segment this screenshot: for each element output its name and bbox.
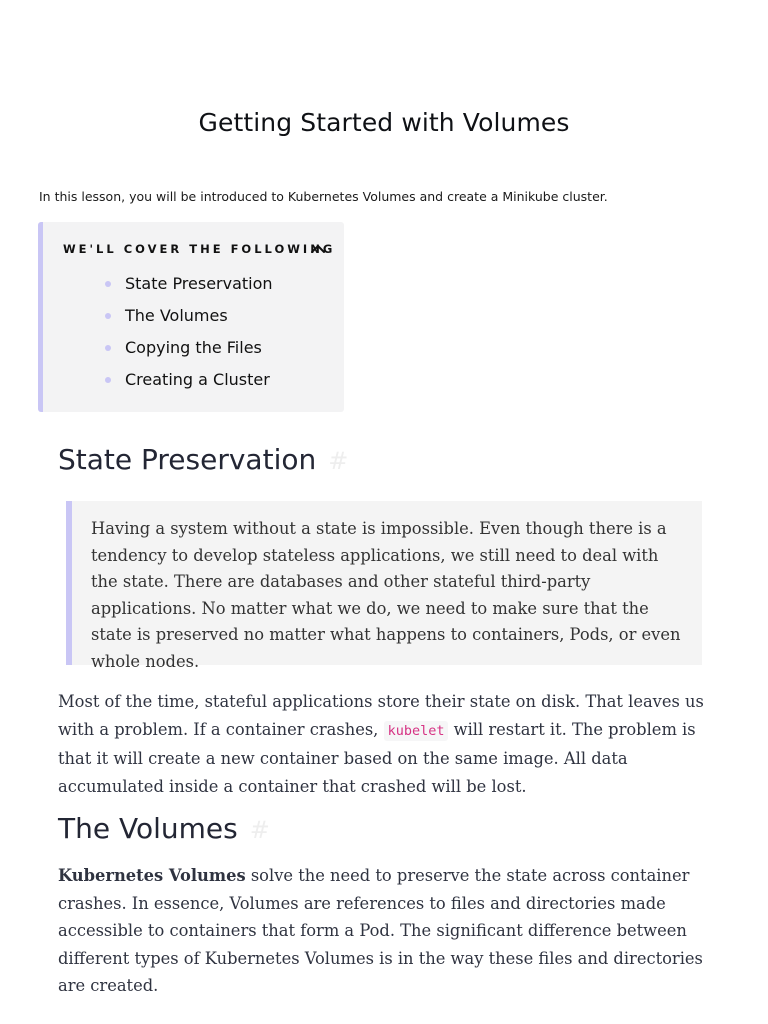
paragraph-state [58,688,708,800]
heading-text: The Volumes [58,812,238,845]
toc-header[interactable]: WE'LL COVER THE FOLLOWING [63,242,336,256]
section-heading-the-volumes [58,812,270,845]
heading-text: State Preservation [58,443,317,476]
toc-panel [38,222,344,412]
bullet-icon [105,281,111,287]
toc-item-label: Creating a Cluster [125,370,270,389]
bullet-icon [105,345,111,351]
section-heading-state-preservation [58,443,348,476]
bold-term: Kubernetes Volumes [58,866,246,885]
chevron-up-icon[interactable] [310,242,326,256]
toc-item-state-preservation[interactable] [105,270,273,302]
paragraph-text: will restart it. The problem is that it will create a new container based on the same image. All data accumulated inside a container that crashed will be lost. [58,719,696,796]
blockquote: Having a system without a state is impossible. Even though there is a tendency to develop stateless applications, we still need to deal with the state. There are databases and other stateful third-party applications. No matter what we do, we need to make sure that the state is preserved no matter what happens to containers, Pods, or even whole nodes. [66,501,702,665]
toc-item-label: The Volumes [125,306,228,325]
paragraph-volumes [58,862,708,1000]
lesson-intro: In this lesson, you will be introduced to Kubernetes Volumes and create a Minikube cluster. [39,189,608,204]
toc-item-the-volumes[interactable] [105,302,273,334]
toc-item-label: Copying the Files [125,338,262,357]
toc-item-label: State Preservation [125,274,273,293]
anchor-link[interactable]: # [249,816,270,844]
toc-list [105,270,273,398]
bullet-icon [105,313,111,319]
page-title: Getting Started with Volumes [198,108,570,137]
anchor-link[interactable]: # [328,447,349,475]
inline-code: kubelet [384,721,449,741]
bullet-icon [105,377,111,383]
toc-item-creating-cluster[interactable] [105,366,273,398]
paragraph-text: solve the need to preserve the state across container crashes. In essence, Volumes are references to files and directories made accessible to containers that form a Pod. The significant difference between different types of Kubernetes Volumes is in the way these files and directories are created. [58,866,703,995]
paragraph-text: Most of the time, stateful applications store their state on disk. That leaves us with a problem. If a container crashes, [58,692,704,739]
toc-item-copying-files[interactable] [105,334,273,366]
